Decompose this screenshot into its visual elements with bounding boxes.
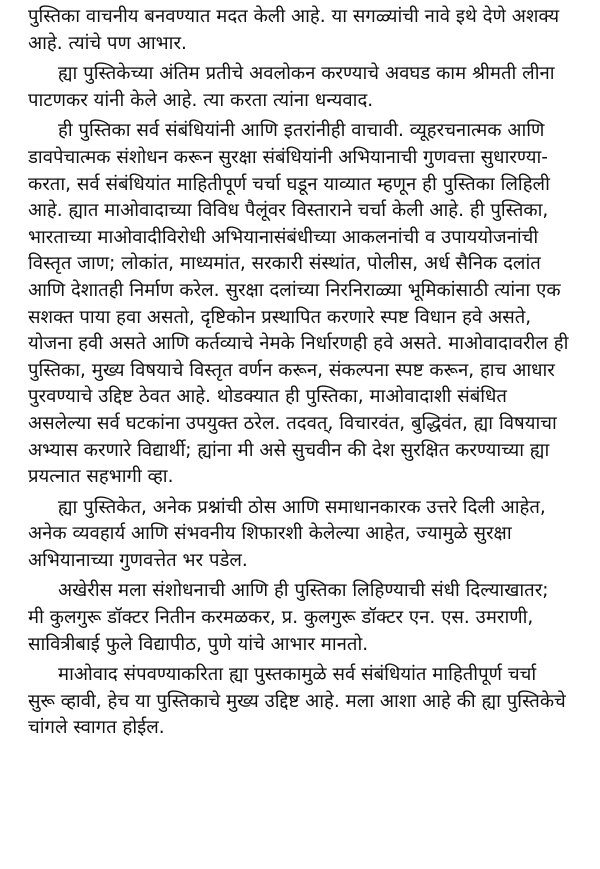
text-line: अभियानाच्या गुणवत्तेत भर पडेल. — [28, 549, 248, 571]
text-line: अभ्यास करणारे विद्यार्थी; ह्यांना मी असे सुचवीन की देश सुरक्षित करण्याच्या ह्या — [28, 439, 550, 461]
text-line: पुरवण्याचे उद्दिष्ट ठेवत आहे. थोडक्यात ही पुस्तिका, माओवादाशी संबंधित — [28, 386, 507, 408]
text-line: भारताच्या माओवादीविरोधी अभियानासंबंधीच्या आकलनांची व उपाययोजनांची — [28, 226, 539, 248]
paragraph-3 — [28, 118, 578, 490]
document-body — [28, 4, 578, 742]
text-line: योजना हवी असते आणि कर्तव्याचे नेमके निर्धारणही हवे असते. माओवादावरील ही — [28, 333, 569, 355]
text-line: मी कुलगुरू डॉक्टर नितीन करमळकर, प्र. कुलगुरू डॉक्टर एन. एस. उमराणी, — [28, 607, 534, 629]
text-line: ही पुस्तिका सर्व संबंधियांनी आणि इतरांनीही वाचावी. व्यूहरचनात्मक आणि — [58, 120, 545, 142]
text-line: करता, सर्व संबंधियांत माहितीपूर्ण चर्चा घडून याव्यात म्हणून ही पुस्तिका लिहिली — [28, 173, 550, 195]
text-line: प्रयत्नात सहभागी व्हा. — [28, 466, 174, 488]
text-line: अनेक व्यवहार्य आणि संभवनीय शिफारशी केलेल्या आहेत, ज्यामुळे सुरक्षा — [28, 523, 512, 545]
paragraph-1 — [28, 4, 578, 57]
text-line: सशक्त पाया हवा असतो, दृष्टिकोन प्रस्थापित करणारे स्पष्ट विधान हवे असते, — [28, 306, 532, 328]
text-line: चांगले स्वागत होईल. — [28, 717, 165, 739]
paragraph-2 — [28, 61, 578, 114]
text-line: पुस्तिका, मुख्य विषयाचे विस्तृत वर्णन करून, संकल्पना स्पष्ट करून, हाच आधार — [28, 359, 555, 381]
text-line: आणि देशातही निर्माण करेल. सुरक्षा दलांच्या निरनिराळ्या भूमिकांसाठी त्यांना एक — [28, 279, 561, 301]
text-line: आहे. त्यांचे पण आभार. — [28, 32, 187, 54]
text-line: विस्तृत जाण; लोकांत, माध्यमांत, सरकारी संस्थांत, पोलीस, अर्ध सैनिक दलांत — [28, 253, 541, 275]
paragraph-4 — [28, 495, 578, 575]
text-line: अखेरीस मला संशोधनाची आणि ही पुस्तिका लिहिण्याची संधी दिल्याखातर; — [58, 580, 549, 602]
text-line: सुरू व्हावी, हेच या पुस्तिकाचे मुख्य उद्दिष्ट आहे. मला आशा आहे की ह्या पुस्तिकेचे — [28, 690, 566, 712]
text-line: डावपेचात्मक संशोधन करून सुरक्षा संबंधियांनी अभियानाची गुणवत्ता सुधारण्या- — [28, 146, 548, 168]
text-line: माओवाद संपवण्याकरिता ह्या पुस्तकामुळे सर्व संबंधियांत माहितीपूर्ण चर्चा — [58, 664, 537, 686]
text-line: ह्या पुस्तिकेच्या अंतिम प्रतीचे अवलोकन करण्याचे अवघड काम श्रीमती लीना — [58, 63, 555, 85]
text-line: पाटणकर यांनी केले आहे. त्या करता त्यांना धन्यवाद. — [28, 89, 374, 111]
text-line: पुस्तिका वाचनीय बनवण्यात मदत केली आहे. या सगळ्यांची नावे इथे देणे अशक्य — [28, 6, 560, 27]
text-line: ह्या पुस्तिकेत, अनेक प्रश्नांची ठोस आणि समाधानकारक उत्तरे दिली आहेत, — [58, 496, 546, 518]
paragraph-5 — [28, 578, 578, 658]
text-line: सावित्रीबाई फुले विद्यापीठ, पुणे यांचे आभार मानतो. — [28, 633, 369, 655]
paragraph-6 — [28, 662, 578, 742]
text-line: असलेल्या सर्व घटकांना उपयुक्त ठरेल. तदवत्, विचारवंत, बुद्धिवंत, ह्या विषयाचा — [28, 412, 557, 434]
text-line: आहे. ह्यात माओवादाच्या विविध पैलूंवर विस्ताराने चर्चा केली आहे. ही पुस्तिका, — [28, 200, 549, 222]
